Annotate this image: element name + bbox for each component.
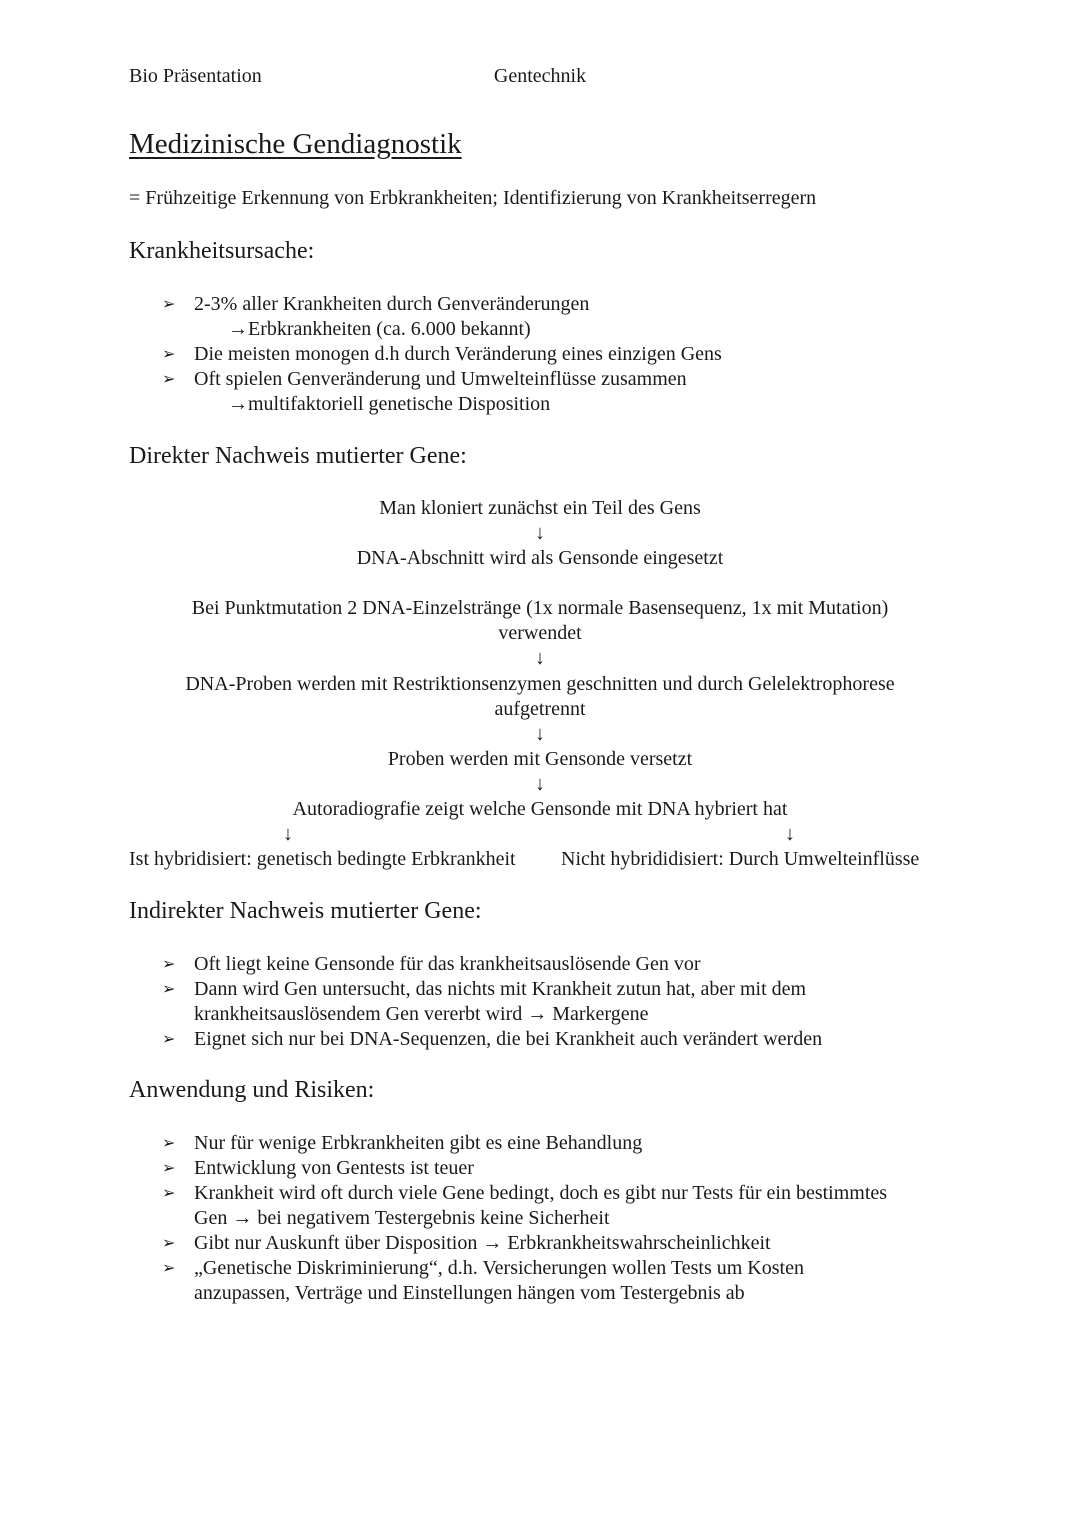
- arrow-bullet-icon: ➢: [162, 346, 176, 363]
- flow-arrow-icon: ↓: [535, 647, 545, 669]
- section-heading-cause: Krankheitsursache:: [129, 238, 315, 264]
- arrow-bullet-icon: ➢: [162, 1160, 176, 1177]
- list-item: ➢ Oft spielen Genveränderung und Umwelteinflüsse zusammen →multifaktoriell genetische Disposition: [162, 368, 687, 415]
- flow-arrow-icon: ↓: [535, 522, 545, 544]
- arrow-bullet-icon: ➢: [162, 1135, 176, 1152]
- split-arrow-right-icon: ↓: [785, 823, 795, 845]
- flow-arrow-icon: ↓: [535, 723, 545, 745]
- flow-arrow-icon: ↓: [535, 773, 545, 795]
- arrow-bullet-icon: ➢: [162, 1185, 176, 1202]
- flow-step-6: Autoradiografie zeigt welche Gensonde mit DNA hybriert hat: [292, 798, 788, 820]
- list-item: ➢ Dann wird Gen untersucht, das nichts mit Krankheit zutun hat, aber mit dem krankheitsauslösendem Gen vererbt wird → Markergene: [162, 978, 807, 1025]
- risks-list: [162, 1131, 962, 1306]
- section-heading-indirect: Indirekter Nachweis mutierter Gene:: [129, 898, 482, 924]
- arrow-bullet-icon: ➢: [162, 1235, 176, 1252]
- arrow-bullet-icon: ➢: [162, 1260, 176, 1277]
- flow-step-1: Man kloniert zunächst ein Teil des Gens: [379, 497, 701, 519]
- flow-step-5: Proben werden mit Gensonde versetzt: [387, 748, 693, 770]
- list-item: ➢ Gibt nur Auskunft über Disposition → Erbkrankheitswahrscheinlichkeit: [162, 1232, 771, 1254]
- list-item: ➢ Entwicklung von Gentests ist teuer: [162, 1157, 474, 1179]
- split-arrow-left-icon: ↓: [283, 823, 293, 845]
- arrow-bullet-icon: ➢: [162, 956, 176, 973]
- list-item: ➢ Oft liegt keine Gensonde für das krankheitsauslösende Gen vor: [162, 953, 701, 975]
- list-item: ➢ Nur für wenige Erbkrankheiten gibt es eine Behandlung: [162, 1132, 643, 1154]
- arrow-bullet-icon: ➢: [162, 1031, 176, 1048]
- section-heading-direct: Direkter Nachweis mutierter Gene:: [129, 443, 467, 469]
- page-title: Medizinische Gendiagnostik: [129, 128, 462, 160]
- arrow-bullet-icon: ➢: [162, 296, 176, 313]
- flow-step-4: DNA-Proben werden mit Restriktionsenzymen geschnitten und durch Gelelektrophorese aufgetrennt: [185, 673, 895, 720]
- flow-step-2: DNA-Abschnitt wird als Gensonde eingesetzt: [356, 547, 724, 569]
- list-item: ➢ Krankheit wird oft durch viele Gene bedingt, doch es gibt nur Tests für ein bestimmtes Gen → bei negativem Testergebnis keine Sicherheit: [162, 1182, 888, 1229]
- list-item: ➢ 2-3% aller Krankheiten durch Genveränderungen →Erbkrankheiten (ca. 6.000 bekannt): [162, 293, 590, 340]
- definition: = Frühzeitige Erkennung von Erbkrankheiten; Identifizierung von Krankheitserregern: [129, 187, 817, 209]
- list-item: ➢ Die meisten monogen d.h durch Veränderung eines einzigen Gens: [162, 343, 722, 365]
- outcome-not-hybridized: Nicht hybrididisiert: Durch Umwelteinflüsse: [561, 848, 920, 870]
- header-left: Bio Präsentation: [129, 65, 262, 87]
- header-center: Gentechnik: [493, 65, 587, 87]
- list-item: ➢ Eignet sich nur bei DNA-Sequenzen, die bei Krankheit auch verändert werden: [162, 1028, 823, 1050]
- outcome-hybridized: Ist hybridisiert: genetisch bedingte Erbkrankheit: [129, 848, 516, 870]
- list-item: ➢ „Genetische Diskriminierung“, d.h. Versicherungen wollen Tests um Kosten anzupassen, Verträge und Einstellungen hängen vom Testergebnis ab: [162, 1257, 804, 1304]
- cause-list: [162, 292, 962, 417]
- arrow-bullet-icon: ➢: [162, 371, 176, 388]
- arrow-bullet-icon: ➢: [162, 981, 176, 998]
- section-heading-risks: Anwendung und Risiken:: [129, 1077, 375, 1103]
- indirect-list: [162, 952, 962, 1052]
- flow-step-3: Bei Punktmutation 2 DNA-Einzelstränge (1x normale Basensequenz, 1x mit Mutation) verwendet: [191, 597, 889, 644]
